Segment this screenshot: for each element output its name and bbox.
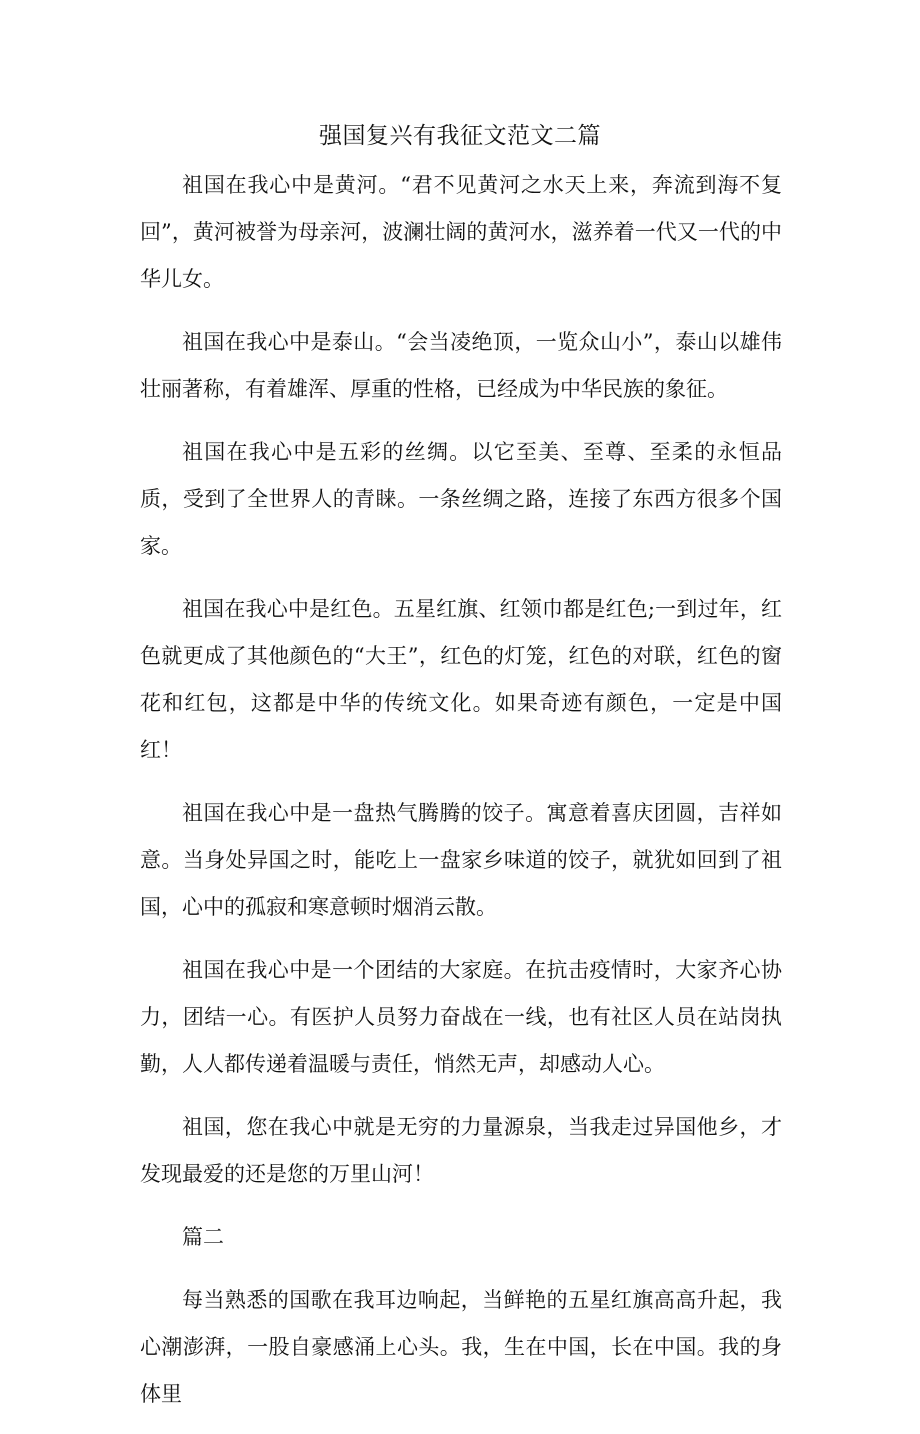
paragraph-dumplings: 祖国在我心中是一盘热气腾腾的饺子。寓意着喜庆团圆，吉祥如意。当身处异国之时，能吃上一盘家乡味道的饺子，就犹如回到了祖国，心中的孤寂和寒意顿时烟消云散。	[140, 801, 782, 919]
paragraph-silk: 祖国在我心中是五彩的丝绸。以它至美、至尊、至柔的永恒品质，受到了全世界人的青睐。一条丝绸之路，连接了东西方很多个国家。	[140, 440, 782, 558]
paragraph-red: 祖国在我心中是红色。五星红旗、红领巾都是红色;一到过年，红色就更成了其他颜色的“大王”，红色的灯笼，红色的对联，红色的窗花和红包，这都是中华的传统文化。如果奇迹有颜色，一定是中国红！	[140, 597, 782, 762]
paragraph-mount-tai: 祖国在我心中是泰山。“会当凌绝顶，一览众山小”，泰山以雄伟壮丽著称，有着雄浑、厚重的性格，已经成为中华民族的象征。	[140, 330, 782, 401]
document-body	[140, 162, 782, 1434]
paragraph-national-anthem: 每当熟悉的国歌在我耳边响起，当鲜艳的五星红旗高高升起，我心潮澎湃，一股自豪感涌上心头。我，生在中国，长在中国。我的身体里	[140, 1288, 782, 1406]
paragraph-united-family: 祖国在我心中是一个团结的大家庭。在抗击疫情时，大家齐心协力，团结一心。有医护人员努力奋战在一线，也有社区人员在站岗执勤，人人都传递着温暖与责任，悄然无声，却感动人心。	[140, 958, 782, 1076]
document-title: 强国复兴有我征文范文二篇	[319, 123, 601, 149]
paragraph-yellow-river: 祖国在我心中是黄河。“君不见黄河之水天上来，奔流到海不复回”，黄河被誉为母亲河，波澜壮阔的黄河水，滋养着一代又一代的中华儿女。	[140, 173, 782, 291]
section-two-heading: 篇二	[182, 1225, 224, 1249]
paragraph-conclusion: 祖国，您在我心中就是无穷的力量源泉，当我走过异国他乡，才发现最爱的还是您的万里山河！	[140, 1115, 782, 1186]
